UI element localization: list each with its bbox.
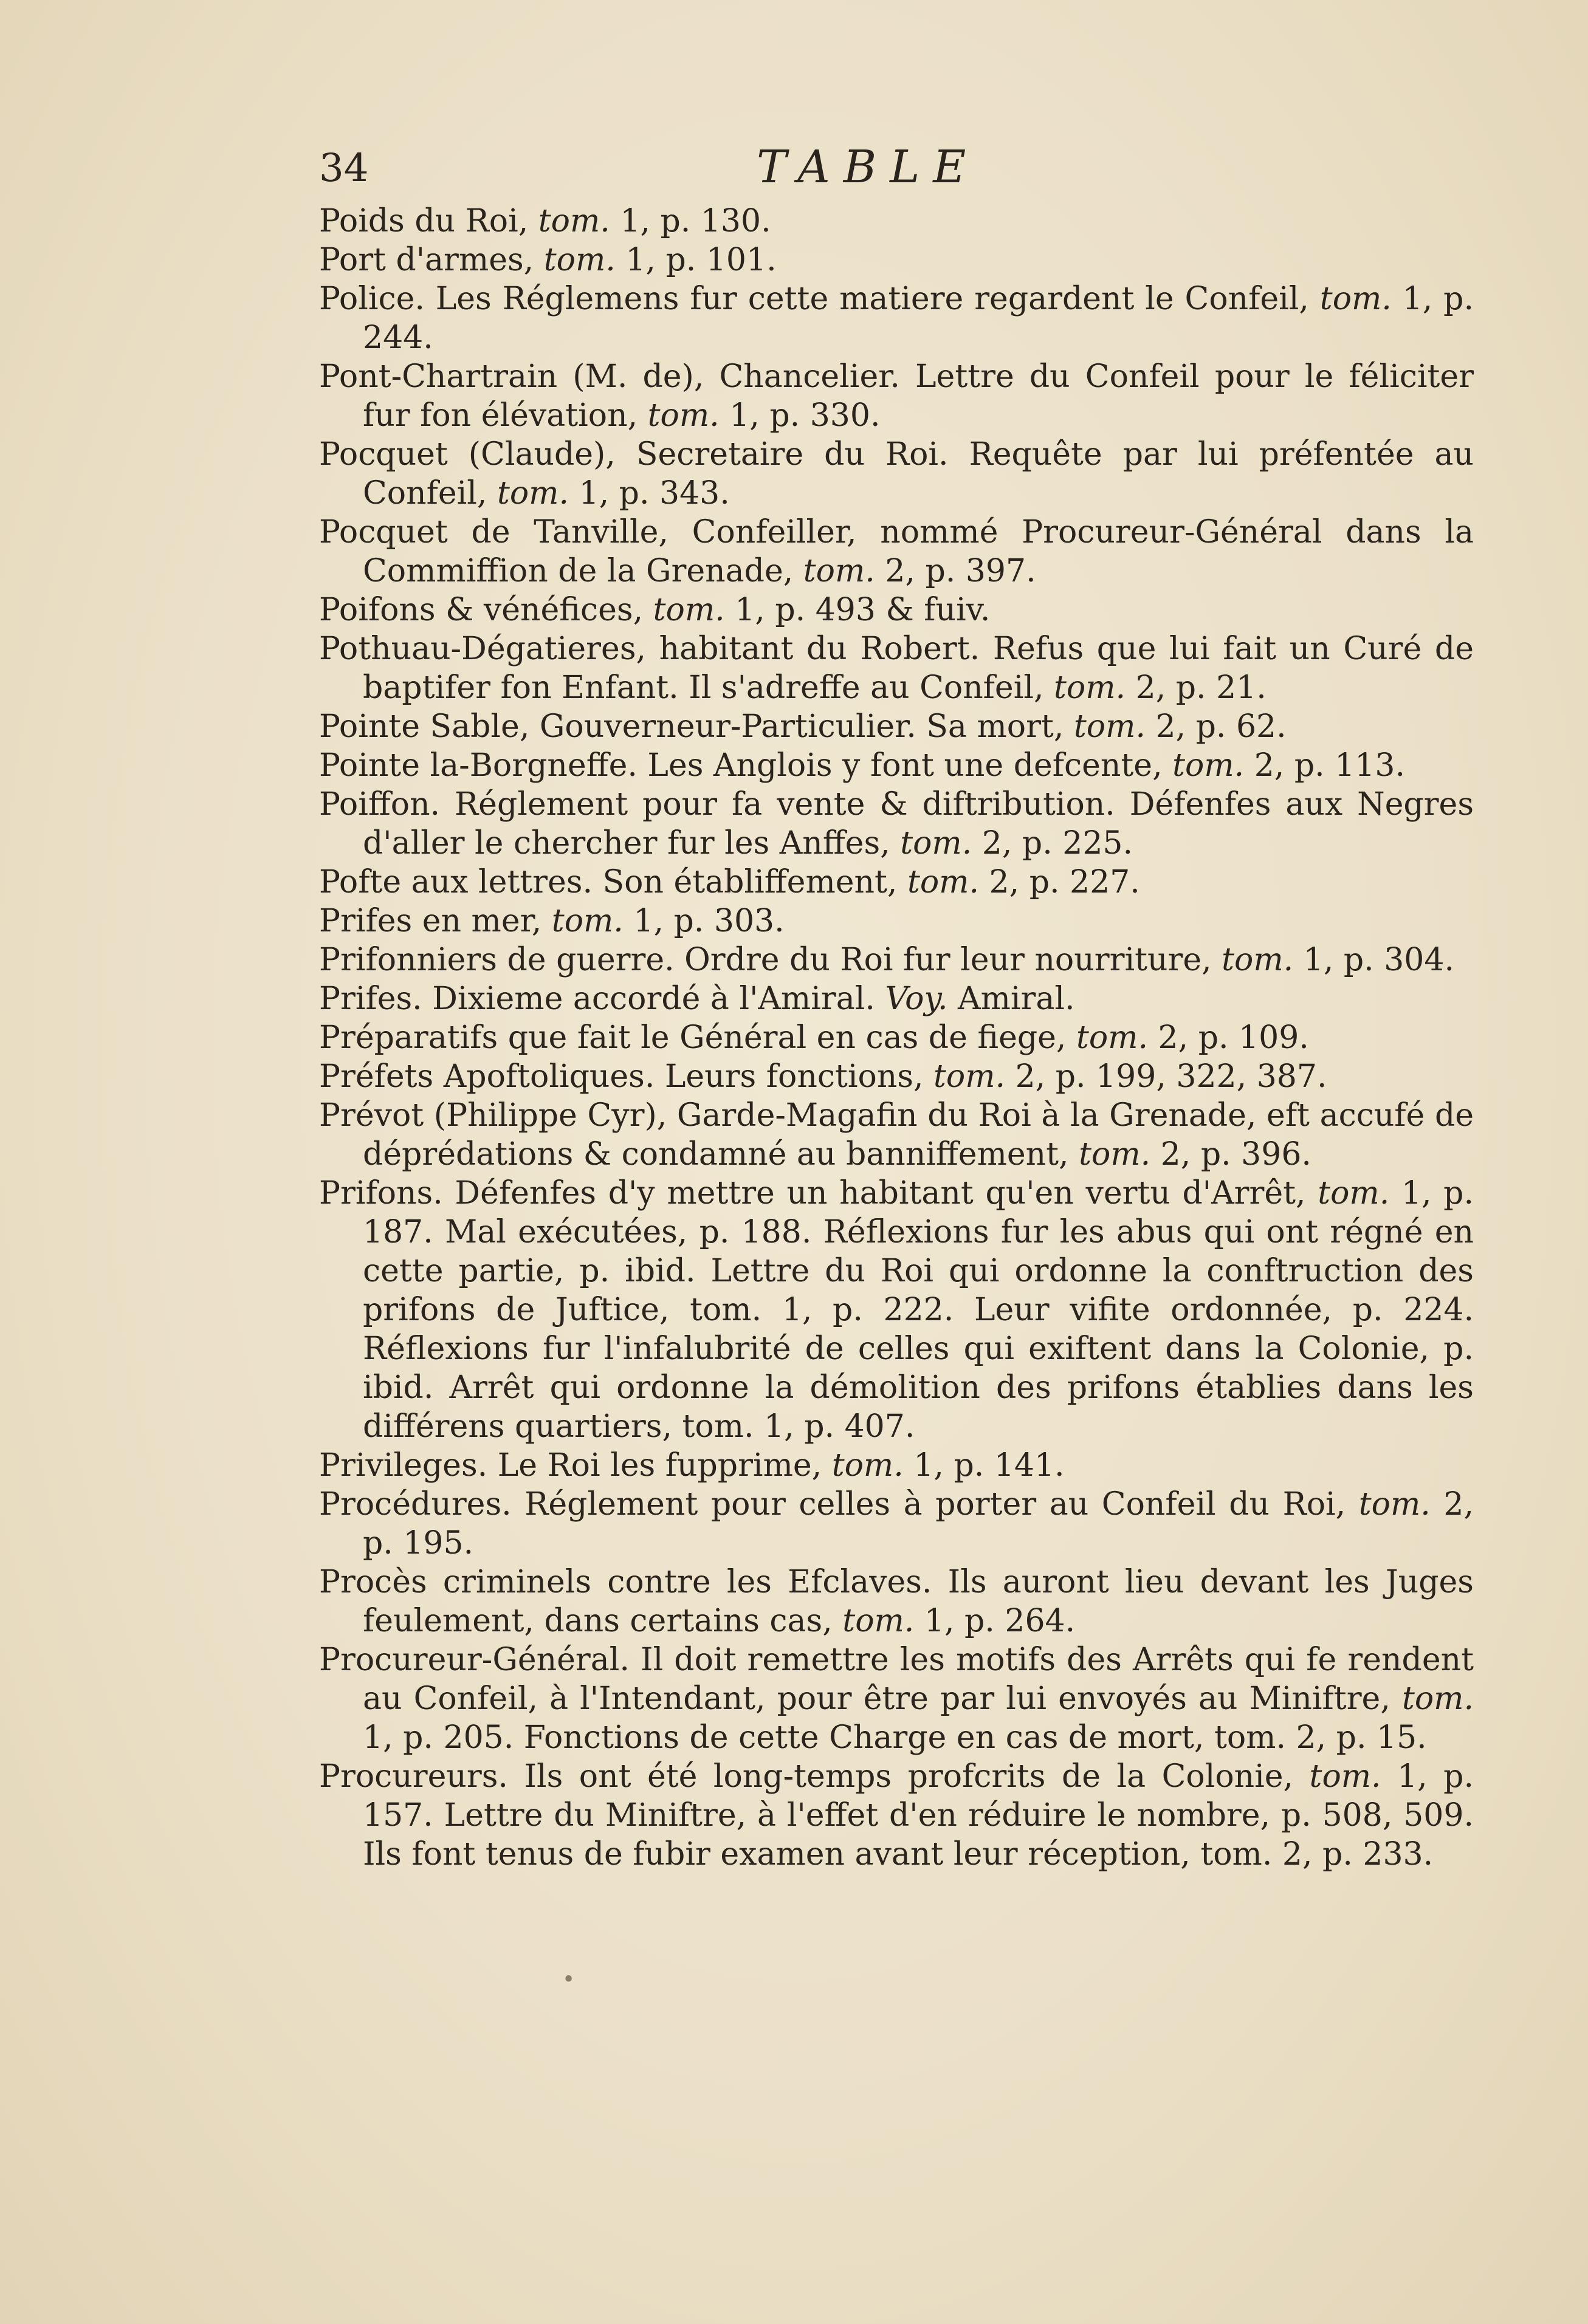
page-number: 34 <box>319 146 369 191</box>
index-entry: Port d'armes, tom. 1, p. 101. <box>319 242 777 278</box>
index-entry: Prifons. Défenfes d'y mettre un habitant qu'en vertu d'Arrêt, tom. 1, p. 187. Mal exécutées, p. 188. Réflexions fur les abus qui ont régné en cette partie, p. ibid. Lettre du Roi qui ordonne la conftruction des prifons de Juftice, tom. 1, p. 222. Leur vifite ordonnée, p. 224. Réflexions fur l'infalubrité de celles qui exiftent dans la Colonie, p. ibid. Arrêt qui ordonne la démolition des prifons établies dans les différens quartiers, tom. 1, p. 407. <box>319 1175 1474 1445</box>
index-entry: Pocquet (Claude), Secretaire du Roi. Requête par lui préfentée au Confeil, tom. 1, p. 343. <box>319 436 1474 512</box>
index-entry: Procureurs. Ils ont été long-temps profcrits de la Colonie, tom. 1, p. 157. Lettre du Miniftre, à l'effet d'en réduire le nombre, p. 508, 509. Ils font tenus de fubir examen avant leur réception, tom. 2, p. 233. <box>319 1758 1474 1873</box>
index-entries <box>319 202 1474 1874</box>
page-header <box>319 141 1474 201</box>
index-entry: Préfets Apoftoliques. Leurs fonctions, tom. 2, p. 199, 322, 387. <box>319 1058 1327 1095</box>
index-entry: Procès criminels contre les Efclaves. Ils auront lieu devant les Juges feulement, dans certains cas, tom. 1, p. 264. <box>319 1564 1474 1639</box>
index-entry: Procédures. Réglement pour celles à porter au Confeil du Roi, tom. 2, p. 195. <box>319 1486 1474 1561</box>
index-entry: Préparatifs que fait le Général en cas de fiege, tom. 2, p. 109. <box>319 1020 1309 1056</box>
index-entry: Pointe la-Borgneffe. Les Anglois y font une defcente, tom. 2, p. 113. <box>319 747 1405 784</box>
index-entry: Pointe Sable, Gouverneur-Particulier. Sa mort, tom. 2, p. 62. <box>319 708 1287 745</box>
index-entry: Procureur-Général. Il doit remettre les motifs des Arrêts qui fe rendent au Confeil, à l'Intendant, pour être par lui envoyés au Miniftre, tom. 1, p. 205. Fonctions de cette Charge en cas de mort, tom. 2, p. 15. <box>319 1642 1474 1756</box>
index-entry: Poids du Roi, tom. 1, p. 130. <box>319 203 771 239</box>
index-entry: Privileges. Le Roi les fupprime, tom. 1, p. 141. <box>319 1447 1065 1484</box>
index-entry: Prévot (Philippe Cyr), Garde-Magafin du Roi à la Grenade, eft accufé de déprédations & condamné au banniffement, tom. 2, p. 396. <box>319 1097 1474 1173</box>
index-entry: Pocquet de Tanville, Confeiller, nommé Procureur-Général dans la Commiffion de la Grenade, tom. 2, p. 397. <box>319 514 1474 589</box>
index-entry: Prifes. Dixieme accordé à l'Amiral. Voy. Amiral. <box>319 981 1075 1017</box>
index-entry: Prifes en mer, tom. 1, p. 303. <box>319 903 785 939</box>
ink-mark: • <box>562 1967 576 1992</box>
index-entry: Pothuau-Dégatieres, habitant du Robert. Refus que lui fait un Curé de baptifer fon Enfant. Il s'adreffe au Confeil, tom. 2, p. 21. <box>319 631 1474 706</box>
running-title: TABLE <box>757 141 980 193</box>
index-entry: Pont-Chartrain (M. de), Chancelier. Lettre du Confeil pour le féliciter fur fon élévation, tom. 1, p. 330. <box>319 358 1474 434</box>
index-entry: Poifons & vénéfices, tom. 1, p. 493 & fuiv. <box>319 592 991 628</box>
index-entry: Poiffon. Réglement pour fa vente & diftribution. Défenfes aux Negres d'aller le chercher fur les Anffes, tom. 2, p. 225. <box>319 786 1474 862</box>
index-entry: Prifonniers de guerre. Ordre du Roi fur leur nourriture, tom. 1, p. 304. <box>319 942 1455 978</box>
index-entry: Pofte aux lettres. Son établiffement, tom. 2, p. 227. <box>319 864 1140 900</box>
index-entry: Police. Les Réglemens fur cette matiere regardent le Confeil, tom. 1, p. 244. <box>319 281 1474 356</box>
